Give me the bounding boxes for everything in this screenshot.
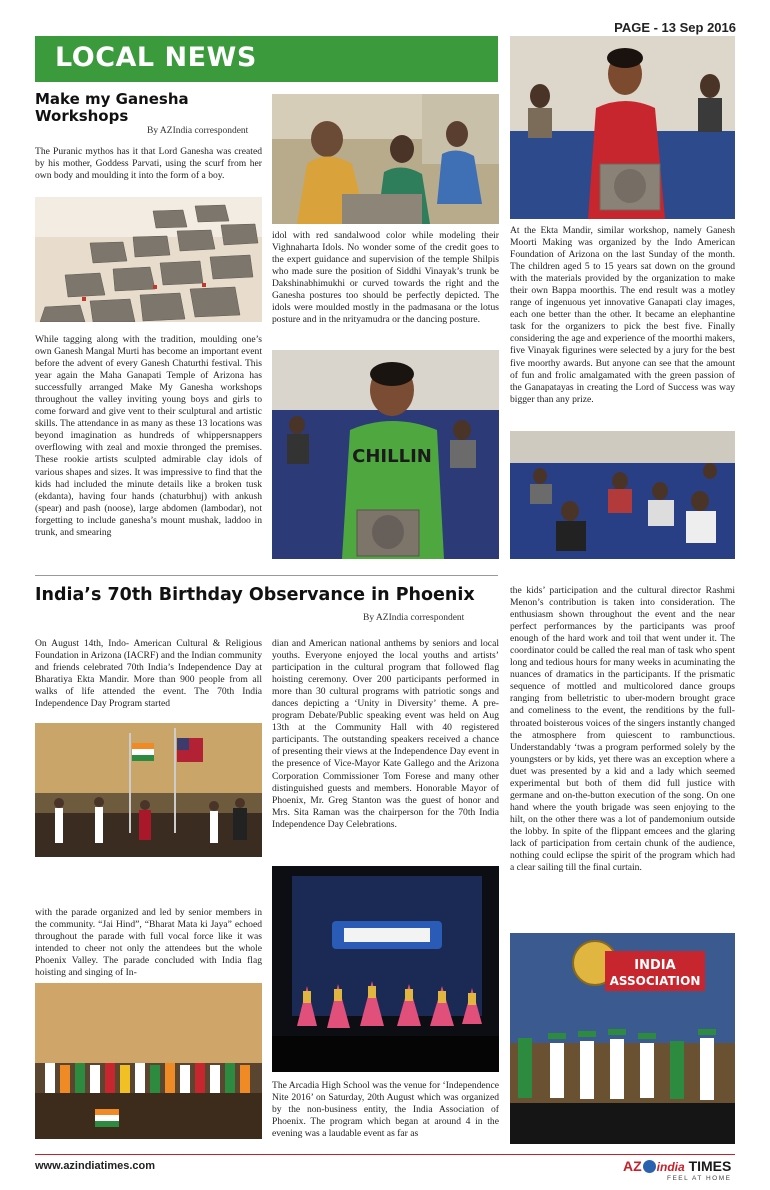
article1-body-col2: idol with red sandalwood color while modeling their Vighnaharta Idols. No wonder some of the credit goes to the expert guidance and supervision of the temple Shilpis who made sure the position of Siddhi Vinayak’s trunk be Dakshinabhimukhi or curved towards the right and the Ganesha postures too should be perfectly depicted. The idols were moulded mostly in the padmasana or the lotus posture and in the nrityamudra or the dancing posture. bbox=[272, 230, 499, 326]
footer-url[interactable]: www.azindiatimes.com bbox=[35, 1160, 156, 1172]
divider bbox=[35, 575, 498, 576]
article2-body-col2-bottom: The Arcadia High School was the venue for ‘Independence Nite 2016’ on Saturday, 20th August which was organized by the non-business entity, the India Association of Phoenix. The program which began at around 4 in the evening was a laudable event as far as bbox=[272, 1080, 499, 1140]
india-association-stage-photo bbox=[510, 933, 735, 1144]
clay-ganesha-tiles-photo bbox=[35, 197, 262, 322]
article1-body-col1: While tagging along with the tradition, moulding one’s own Ganesh Mangal Murti has become an important event before the advent of every Ganesh Chaturthi festival. This year again the Maha Ganapati Temple of Arizona has successfully arranged Make My Ganesha workshops throughout the valley inviting young boys and girls to come forward and give vent to their sculptural and artistic skills. The attendance in as many as these 13 locations was beyond imagination as hundreds of whippersnappers overflowing with zeal and moxie thronged the premises. These rookie artists sculpted admirable clay idols of various shapes and sizes. It was impressive to find that the kids had included the minute details like a broken tusk (ekdanta), having four hands (chaturbhuj) with ankush (spear) and pash (noose), large abdomen (lambodar), not forgetting to include ganesha’s mount mushak, laddoo in trunk, and smearing bbox=[35, 334, 262, 538]
logo-az: AZ bbox=[623, 1158, 642, 1174]
article1-byline: By AZIndia correspondent bbox=[147, 126, 249, 136]
article2-byline: By AZIndia correspondent bbox=[363, 613, 465, 623]
shirt-text: CHILLIN bbox=[352, 446, 432, 467]
workshop-women-children-photo bbox=[272, 94, 499, 224]
section-title: LOCAL NEWS bbox=[55, 42, 257, 73]
girl-holding-ganesha-photo bbox=[510, 36, 735, 219]
article2-title: India’s 70th Birthday Observance in Phoenix bbox=[35, 585, 475, 605]
footer-divider bbox=[35, 1154, 735, 1155]
boy-holding-clay-idol-photo bbox=[272, 350, 499, 559]
logo-tagline: FEEL AT HOME bbox=[667, 1175, 732, 1182]
children-on-stage-photo bbox=[35, 983, 262, 1139]
article1-intro: The Puranic mythos has it that Lord Ganesha was created by his mother, Goddess Parvati, using the scurf from her own body and moulding it into the form of a boy. bbox=[35, 146, 262, 182]
dancers-on-stage-photo bbox=[272, 866, 499, 1072]
banner-word-india: INDIA bbox=[634, 958, 676, 973]
children-sculpting-on-floor-photo bbox=[510, 431, 735, 559]
article1-title: Make my Ganesha Workshops bbox=[35, 90, 189, 125]
article1-body-col3: At the Ekta Mandir, similar workshop, namely Ganesh Moorti Making was organized by the Indo American Foundation of Arizona on the last Sunday of the month. The children aged 5 to 15 years sat down on the ground with the materials provided by the organization to make their own Bappa moorthis. The end result was a motley range of ingenuous yet innovative Ganapati clay images, each one better than the other. It became an elephantine task for the organizers to pick the best five. Finally considering the age and experience of the moorthi makers, five Vinayak figurines were selected by a jury for the best five moorthy awards. But anyone can see that the amount of fun and frolic amalgamated with the green passion of the Ganapatayas in creating the Lord of Success was way bigger than any prize. bbox=[510, 225, 735, 405]
article2-body-col3: the kids’ participation and the cultural director Rashmi Menon’s contribution is taken into consideration. The enthusiasm shown throughout the event and the near perfect performances by the participants was proof enough of the hard work and toil that went under it. The coordinator could be called the real man of task who spent long and tedious hours for many weeks in acuminating the nuances of dramatics in the participants. If the prismatic sequence of mottled and multicolored dance groups ranging from belletristic to uber-modern brought grace and comeliness to the event, the renditions by the full-throated boisterous voices of the singers instantly changed the atmosphere from quiescent to rambunctious. Understandably ‘twas a program performed solely by the youngsters or by kids, yet there was an exception where a duet was presented by a kid and a lady which seemed experimental but both of them did full justice with germane and on-the-button execution of the song. On one hand where the youth brigade was seen enjoying to the hilt, on the other there was a lot of pandemonium outside the lobby. In spite of the flippant emcees and the glaring lack of participation from certain chunk of the audience, nothing could eclipse the spirit of the program which had a clear sailing till the final curtain. bbox=[510, 585, 735, 874]
independence-day-flag-hoisting-photo bbox=[35, 723, 262, 857]
article2-body-col1-top: On August 14th, Indo- American Cultural & Religious Foundation in Arizona (IACRF) and the Indian community and friends celebrated 70th India’s Independence Day at Bharatiya Ekta Mandir. More than 900 people from all walks of life attended the event. The 70th India Independence Day Program started bbox=[35, 638, 262, 710]
article2-body-col2-top: dian and American national anthems by seniors and local youths. Everyone enjoyed the local youths and artists’ participation in the cultural program that followed flag hoisting ceremony. Over 200 participants performed in more than 30 cultural programs with patriotic songs and dances depicting a ‘Unity in Diversity’ theme. A pre-program Debate/Public speaking event was held on Aug 13th at the Community Hall with 40 registered participants. The outstanding speakers received a chance of presenting their views at the Independence Day event in the presence of Vice-Mayor Kate Gallego and the Arizona Corporation Commissioner Tom Forese and many other distinguished guests and members. Honorable Mayor of Phoenix, Mr. Greg Stanton was the guest of honor and Mrs. Sita Raman was the chairperson for the 70th India Independence Day Celebrations. bbox=[272, 638, 499, 830]
globe-icon bbox=[643, 1160, 656, 1173]
logo-india: india bbox=[656, 1160, 685, 1174]
article2-body-col1-bottom: with the parade organized and led by senior members in the community. “Jai Hind”, “Bharat Mata ki Jaya” echoed throughout the parade with full vocal force like it was intended to cheer not only the attendees but the whole Phoenix Valley. The parade concluded with India flag hoisting and singing of In- bbox=[35, 907, 262, 979]
logo-times: TIMES bbox=[688, 1158, 732, 1174]
azindia-times-logo bbox=[623, 1158, 731, 1174]
page-label: PAGE - 13 Sep 2016 bbox=[614, 20, 736, 35]
section-banner bbox=[35, 36, 498, 82]
banner-word-association: ASSOCIATION bbox=[609, 974, 701, 988]
